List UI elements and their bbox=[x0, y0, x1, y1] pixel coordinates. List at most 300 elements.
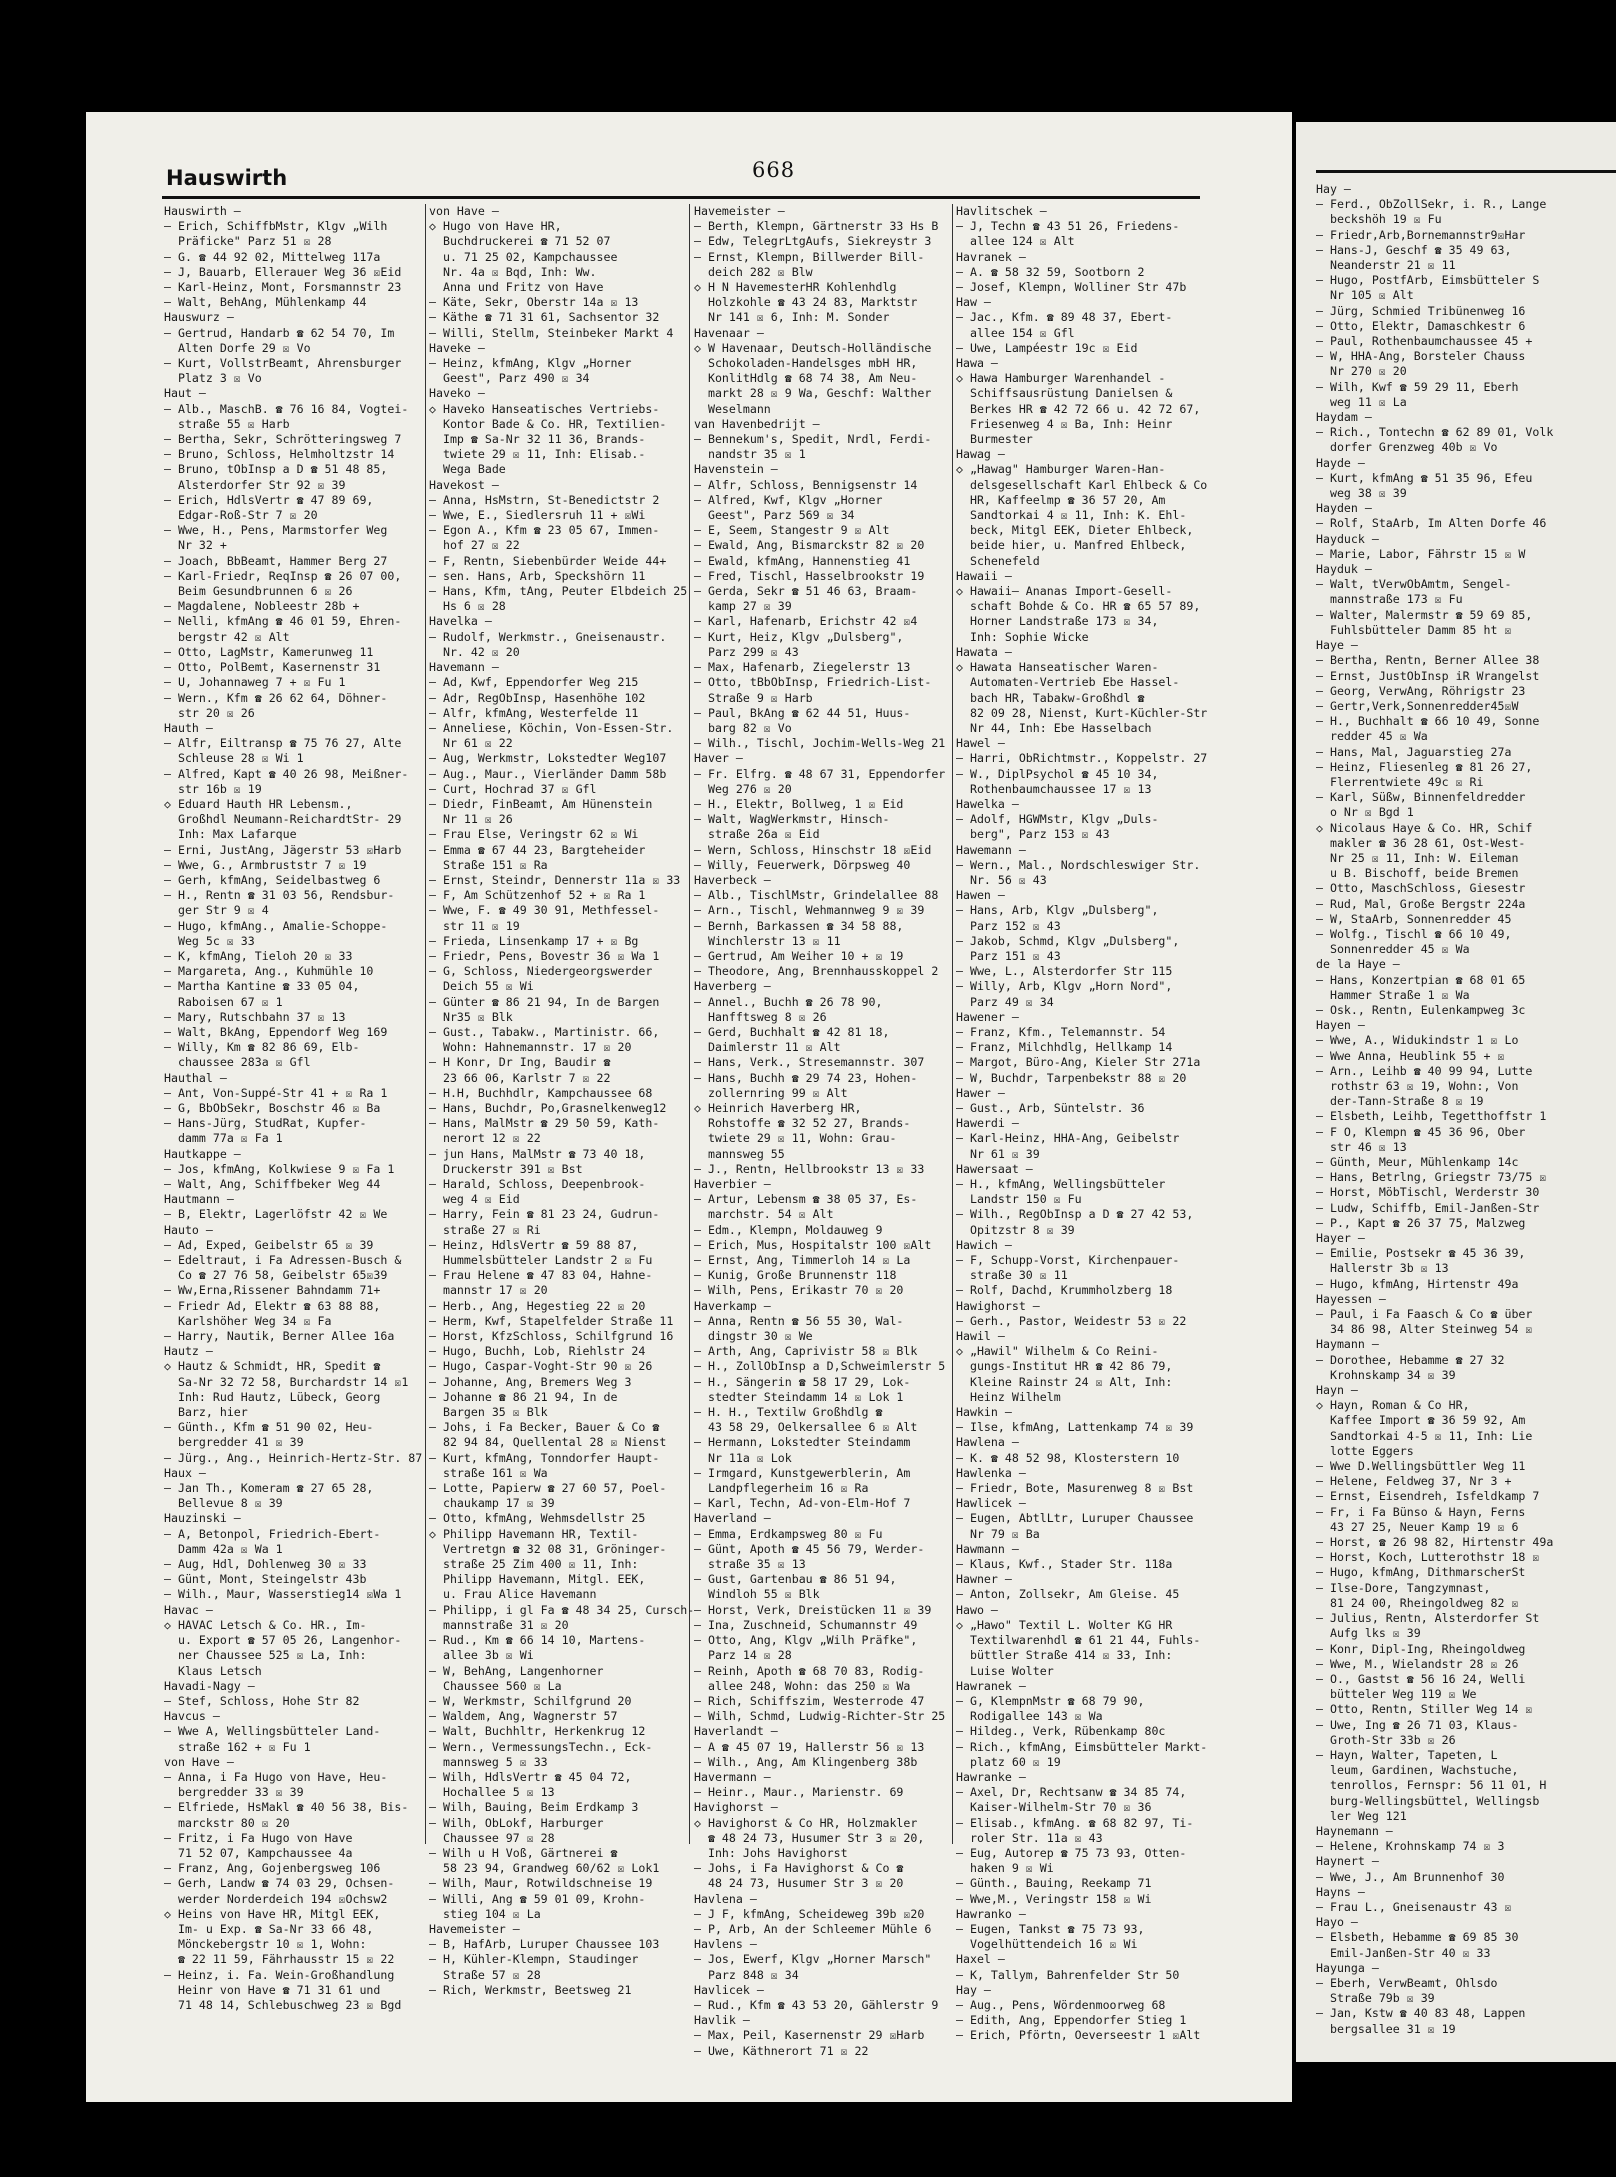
directory-entry-line: — Emma ☎ 67 44 23, Bargteheider bbox=[429, 842, 646, 857]
directory-entry-line: — Walt, Ang, Schiffbeker Weg 44 bbox=[164, 1177, 381, 1191]
directory-entry-line: stedter Steindamm 14 ☒ Lok 1 bbox=[694, 1389, 904, 1404]
directory-entry-line: Haver — bbox=[694, 751, 743, 766]
directory-entry-line: Haverkamp — bbox=[694, 1298, 771, 1313]
directory-entry-line: Hammer Straße 1 ☒ Wa bbox=[1316, 987, 1470, 1002]
directory-entry-line: — Alfred, Kwf, Klgv „Horner bbox=[694, 492, 883, 507]
directory-entry-line: — Anna, HsMstrn, St-Benedictstr 2 bbox=[429, 492, 660, 507]
directory-entry-line: Berkes HR ☎ 42 72 66 u. 42 72 67, bbox=[956, 401, 1201, 416]
directory-entry-line: — Bertha, Sekr, Schrötteringsweg 7 bbox=[164, 432, 402, 447]
directory-entry-line: — Hans, Betrlng, Griegstr 73/75 ☒ bbox=[1316, 1170, 1547, 1185]
directory-entry-line: ◇ Hautz & Schmidt, HR, Spedit ☎ bbox=[164, 1359, 381, 1374]
directory-entry-line: nerort 12 ☒ 22 bbox=[429, 1131, 541, 1146]
directory-entry-line: de la Haye — bbox=[1316, 957, 1400, 972]
directory-entry-line: Hawmann — bbox=[956, 1541, 1019, 1556]
directory-entry-line: makler ☎ 36 28 61, Ost-West- bbox=[1316, 835, 1526, 850]
directory-entry-line: — Paul, Rothenbaumchaussee 45 + bbox=[1316, 334, 1533, 349]
directory-entry-line: Landstr 150 ☒ Fu bbox=[956, 1192, 1082, 1207]
directory-entry-line: — Otto, Elektr, Damaschkestr 6 bbox=[1316, 318, 1526, 333]
directory-entry-line: Holzkohle ☎ 43 24 83, Marktstr bbox=[694, 295, 918, 310]
directory-entry-line: — Gertrud, Am Weiher 10 + ☒ 19 bbox=[694, 948, 904, 963]
directory-entry-line: — Irmgard, Kunstgewerblerin, Am bbox=[694, 1465, 911, 1480]
directory-entry-line: — Gerd, Buchhalt ☎ 42 81 18, bbox=[694, 1024, 890, 1039]
directory-entry-line: — Edm., Klempn, Moldauweg 9 bbox=[694, 1222, 883, 1237]
directory-entry-line: allee 3b ☒ Wi bbox=[429, 1648, 534, 1663]
directory-entry-line: chaussee 283a ☒ Gfl bbox=[164, 1055, 311, 1070]
directory-entry-line: — H Konr, Dr Ing, Baudir ☎ bbox=[429, 1055, 611, 1070]
directory-entry-line: — Anneliese, Köchin, Von-Essen-Str. bbox=[429, 720, 674, 735]
directory-entry-line: Buchdruckerei ☎ 71 52 07 bbox=[429, 234, 611, 249]
directory-entry-line: — F, Schupp-Vorst, Kirchenpauer- bbox=[956, 1253, 1180, 1268]
directory-entry-line: Hayn — bbox=[1316, 1383, 1358, 1398]
directory-entry-line: — Artur, Lebensm ☎ 38 05 37, Es- bbox=[694, 1192, 918, 1207]
directory-entry-line: — Otto, Rentn, Stiller Weg 14 ☒ bbox=[1316, 1702, 1533, 1717]
directory-entry-line: Havelka — bbox=[429, 614, 492, 629]
directory-entry-line: Emil-Janßen-Str 40 ☒ 33 bbox=[1316, 1945, 1491, 1960]
directory-entry-line: — Elsbeth, Hebamme ☎ 69 85 30 bbox=[1316, 1930, 1519, 1945]
directory-entry-line: Krohnskamp 34 ☒ 39 bbox=[1316, 1367, 1456, 1382]
directory-entry-line: — Paul, BkAng ☎ 62 44 51, Huus- bbox=[694, 705, 911, 720]
directory-entry-line: Textilwarenhdl ☎ 61 21 44, Fuhls- bbox=[956, 1633, 1201, 1648]
directory-entry-line: — Hans, Kfm, tAng, Peuter Elbdeich 25 bbox=[429, 584, 688, 599]
directory-entry-line: bergstr 42 ☒ Alt bbox=[164, 629, 290, 644]
directory-entry-line: — Hans, Arb, Klgv „Dulsberg", bbox=[956, 903, 1159, 918]
directory-entry-line: Rohstoffe ☎ 32 52 27, Brands- bbox=[694, 1116, 911, 1131]
directory-entry-line: — Theodore, Ang, Brennhausskoppel 2 bbox=[694, 964, 939, 979]
directory-entry-line: — Otto, Ang, Klgv „Wilh Präfke", bbox=[694, 1633, 918, 1648]
directory-entry-line: — Gust., Arb, Süntelstr. 36 bbox=[956, 1100, 1145, 1115]
directory-entry-line: ◇ Eduard Hauth HR Lebensm., bbox=[164, 796, 353, 811]
directory-entry-line: — A ☎ 45 07 19, Hallerstr 56 ☒ 13 bbox=[694, 1739, 925, 1754]
directory-entry-line: Haveko — bbox=[429, 386, 485, 401]
directory-entry-line: Hawener — bbox=[956, 1009, 1019, 1024]
directory-entry-line: — Aug, Werkmstr, Lokstedter Weg107 bbox=[429, 751, 667, 766]
directory-entry-line: — O., Gastst ☎ 56 16 24, Welli bbox=[1316, 1671, 1526, 1686]
directory-entry-line: u. Export ☎ 57 05 26, Langenhor- bbox=[164, 1633, 402, 1648]
directory-entry-line: werder Norderdeich 194 ☒Ochsw2 bbox=[164, 1891, 388, 1906]
directory-entry-line: Nr 11 ☒ 26 bbox=[429, 812, 513, 827]
adjacent-page bbox=[1296, 122, 1616, 2062]
directory-entry-line: — Franz, Ang, Gojenbergsweg 106 bbox=[164, 1861, 381, 1876]
directory-entry-line: Hawranek — bbox=[956, 1678, 1026, 1693]
directory-entry-line: beck, Mitgl EEK, Dieter Ehlbeck, bbox=[956, 523, 1194, 538]
directory-entry-line: — Horst, Koch, Lutterothstr 18 ☒ bbox=[1316, 1550, 1540, 1565]
directory-entry-line: — H., ZollObInsp a D,Schweimlerstr 5 bbox=[694, 1359, 946, 1374]
directory-entry-line: — Max, Hafenarb, Ziegelerstr 13 bbox=[694, 660, 911, 675]
directory-entry-line: — J, Bauarb, Ellerauer Weg 36 ☒Eid bbox=[164, 264, 402, 279]
directory-entry-line: Nr 32 + bbox=[164, 538, 227, 553]
directory-entry-line: — Julius, Rentn, Alsterdorfer St bbox=[1316, 1611, 1540, 1626]
directory-entry-line: ◇ Havighorst & Co HR, Holzmakler bbox=[694, 1815, 918, 1830]
directory-entry-line: — Emma, Erdkampsweg 80 ☒ Fu bbox=[694, 1526, 883, 1541]
directory-entry-line: nandstr 35 ☒ 1 bbox=[694, 447, 806, 462]
directory-entry-line: — Karl-Heinz, HHA-Ang, Geibelstr bbox=[956, 1131, 1180, 1146]
directory-entry-line: HR, Kaffeelmp ☎ 36 57 20, Am bbox=[956, 492, 1166, 507]
directory-entry-line: Hs 6 ☒ 28 bbox=[429, 599, 506, 614]
directory-entry-line: — Bruno, Schloss, Helmholtzstr 14 bbox=[164, 447, 395, 462]
directory-entry-line: Hochallee 5 ☒ 13 bbox=[429, 1785, 555, 1800]
directory-entry-line: — Rudolf, Werkmstr., Gneisenaustr. bbox=[429, 629, 667, 644]
directory-entry-line: — H, Kühler-Klempn, Staudinger bbox=[429, 1952, 639, 1967]
directory-entry-line: ◇ Hayn, Roman & Co HR, bbox=[1316, 1398, 1470, 1413]
directory-entry-line: — Eugen, Tankst ☎ 75 73 93, bbox=[956, 1921, 1145, 1936]
directory-entry-line: Hauto — bbox=[164, 1222, 213, 1237]
directory-entry-line: — Uwe, Lampéestr 19c ☒ Eid bbox=[956, 340, 1138, 355]
directory-entry-line: Sandtorkai 4-5 ☒ 11, Inh: Lie bbox=[1316, 1428, 1533, 1443]
directory-entry-line: — Friedr, Bote, Masurenweg 8 ☒ Bst bbox=[956, 1481, 1194, 1496]
directory-entry-line: — Wilh., Maur, Wasserstieg14 ☒Wa 1 bbox=[164, 1587, 402, 1602]
directory-entry-line: ◇ „Hawil" Wilhelm & Co Reini- bbox=[956, 1344, 1159, 1359]
directory-entry-line: Neanderstr 21 ☒ 11 bbox=[1316, 258, 1456, 273]
directory-entry-line: — Anna, Rentn ☎ 56 55 30, Wal- bbox=[694, 1313, 904, 1328]
directory-entry-line: Schleuse 28 ☒ Wi 1 bbox=[164, 751, 304, 766]
directory-entry-line: — A. ☎ 58 32 59, Sootborn 2 bbox=[956, 264, 1145, 279]
directory-entry-line: beide hier, u. Manfred Ehlbeck, bbox=[956, 538, 1187, 553]
directory-entry-line: — Otto, PolBemt, Kasernenstr 31 bbox=[164, 660, 381, 675]
directory-entry-line: Hayns — bbox=[1316, 1884, 1365, 1899]
directory-entry-line: Hayo — bbox=[1316, 1915, 1358, 1930]
directory-entry-line: Damm 42a ☒ Wa 1 bbox=[164, 1541, 283, 1556]
directory-entry-line: — Karl-Heinz, Mont, Forsmannstr 23 bbox=[164, 280, 402, 295]
directory-entry-line: — Egon A., Kfm ☎ 23 05 67, Immen- bbox=[429, 523, 660, 538]
column-4 bbox=[956, 204, 1208, 2043]
directory-entry-line: Parz 848 ☒ 34 bbox=[694, 1967, 799, 1982]
directory-entry-line: — Horst, KfzSchloss, Schilfgrund 16 bbox=[429, 1329, 674, 1344]
directory-entry-line: — Walt, WagWerkmstr, Hinsch- bbox=[694, 812, 890, 827]
directory-entry-line: Hautz — bbox=[164, 1344, 213, 1359]
directory-entry-line: ◇ Nicolaus Haye & Co. HR, Schif bbox=[1316, 820, 1533, 835]
directory-entry-line: — Arth, Ang, Caprivistr 58 ☒ Blk bbox=[694, 1344, 918, 1359]
directory-entry-line: Hawersaat — bbox=[956, 1161, 1033, 1176]
directory-entry-line: Haveke — bbox=[429, 340, 485, 355]
directory-entry-line: — Johs, i Fa Becker, Bauer & Co ☎ bbox=[429, 1420, 660, 1435]
directory-entry-line: — Hugo, Caspar-Voght-Str 90 ☒ 26 bbox=[429, 1359, 653, 1374]
directory-entry-line: Flerrentwiete 49c ☒ Ri bbox=[1316, 774, 1484, 789]
directory-entry-line: — A, Betonpol, Friedrich-Ebert- bbox=[164, 1526, 381, 1541]
directory-entry-line: Kontor Bade & Co. HR, Textilien- bbox=[429, 416, 667, 431]
directory-entry-line: — Lotte, Papierw ☎ 27 60 57, Poel- bbox=[429, 1481, 667, 1496]
directory-entry-line: Hanfftsweg 8 ☒ 26 bbox=[694, 1009, 827, 1024]
directory-entry-line: Nr35 ☒ Blk bbox=[429, 1009, 513, 1024]
directory-entry-line: — Diedr, FinBeamt, Am Hünenstein bbox=[429, 796, 653, 811]
directory-entry-line: Deich 55 ☒ Wi bbox=[429, 979, 534, 994]
directory-entry-line: Klaus Letsch bbox=[164, 1663, 262, 1678]
directory-entry-line: Mönckebergstr 10 ☒ 1, Wohn: bbox=[164, 1937, 367, 1952]
directory-entry-line: Präficke" Parz 51 ☒ 28 bbox=[164, 234, 332, 249]
directory-entry-line: u. 71 25 02, Kampchaussee bbox=[429, 249, 618, 264]
directory-entry-line: — Gertr,Verk,Sonnenredder45☒W bbox=[1316, 698, 1519, 713]
directory-entry-line: Nr. 4a ☒ Bqd, Inh: Ww. bbox=[429, 264, 597, 279]
directory-entry-line: Landpflegerheim 16 ☒ Ra bbox=[694, 1481, 869, 1496]
directory-entry-line: Nr 61 ☒ 39 bbox=[956, 1146, 1040, 1161]
directory-entry-line: — Aug., Pens, Wördenmoorweg 68 bbox=[956, 1997, 1166, 2012]
directory-entry-line: Bargen 35 ☒ Blk bbox=[429, 1405, 548, 1420]
directory-entry-line: — Wwe Anna, Heublink 55 + ☒ bbox=[1316, 1048, 1505, 1063]
directory-entry-line: — Alfred, Kapt ☎ 40 26 98, Meißner- bbox=[164, 766, 409, 781]
directory-entry-line: berg", Parz 153 ☒ 43 bbox=[956, 827, 1110, 842]
directory-entry-line: — Hildeg., Verk, Rübenkamp 80c bbox=[956, 1724, 1166, 1739]
directory-entry-line: Hautkappe — bbox=[164, 1146, 241, 1161]
directory-entry-line: o Nr ☒ Bgd 1 bbox=[1316, 805, 1414, 820]
directory-entry-line: — Heinz, Fliesenleg ☎ 81 26 27, bbox=[1316, 759, 1533, 774]
directory-entry-line: — Ernst, Eisendreh, Isfeldkamp 7 bbox=[1316, 1489, 1540, 1504]
directory-entry-line: — B, Elektr, Lagerlöfstr 42 ☒ We bbox=[164, 1207, 388, 1222]
directory-entry-line: — Hans-Jürg, StudRat, Kupfer- bbox=[164, 1116, 367, 1131]
directory-entry-line: — U, Johannaweg 7 + ☒ Fu 1 bbox=[164, 675, 346, 690]
directory-entry-line: Haynert — bbox=[1316, 1854, 1379, 1869]
directory-entry-line: — Magdalene, Nobleestr 28b + bbox=[164, 599, 360, 614]
directory-entry-line: Nr 141 ☒ 6, Inh: M. Sonder bbox=[694, 310, 890, 325]
directory-entry-line: Karlshöher Weg 34 ☒ Fa bbox=[164, 1313, 332, 1328]
directory-entry-line: — Hugo, kfmAng., Amalie-Schoppe- bbox=[164, 918, 388, 933]
directory-entry-line: 81 24 00, Rheingoldweg 82 ☒ bbox=[1316, 1595, 1519, 1610]
directory-entry-line: — Gerh, Landw ☎ 74 03 29, Ochsen- bbox=[164, 1876, 395, 1891]
directory-entry-line: — F, Am Schützenhof 52 + ☒ Ra 1 bbox=[429, 888, 646, 903]
directory-entry-line: — Rich, Werkmstr, Beetsweg 21 bbox=[429, 1982, 632, 1997]
directory-entry-line: Nr 61 ☒ 22 bbox=[429, 736, 513, 751]
directory-entry-line: — Ewald, kfmAng, Hannenstieg 41 bbox=[694, 553, 911, 568]
directory-entry-line: markt 28 ☒ 9 Wa, Geschf: Walther bbox=[694, 386, 932, 401]
directory-entry-line: Haverland — bbox=[694, 1511, 771, 1526]
directory-entry-line: — Hans, Buchdr, Po,Grasnelkenweg12 bbox=[429, 1100, 667, 1115]
directory-entry-line: — K. ☎ 48 52 98, Klosterstern 10 bbox=[956, 1450, 1180, 1465]
directory-entry-line: Hawelka — bbox=[956, 796, 1019, 811]
directory-entry-line: — jun Hans, MalMstr ☎ 73 40 18, bbox=[429, 1146, 646, 1161]
directory-entry-line: Edgar-Roß-Str 7 ☒ 20 bbox=[164, 508, 318, 523]
directory-entry-line: Hawner — bbox=[956, 1572, 1012, 1587]
directory-entry-line: — Gerh, kfmAng, Seidelbastweg 6 bbox=[164, 872, 381, 887]
directory-entry-line: — Elsbeth, Leihb, Tegetthoffstr 1 bbox=[1316, 1109, 1547, 1124]
directory-entry-line: — Alfr, Schloss, Bennigsenstr 14 bbox=[694, 477, 918, 492]
directory-entry-line: — Karl-Friedr, ReqInsp ☎ 26 07 00, bbox=[164, 568, 402, 583]
directory-entry-line: — H., Sängerin ☎ 58 17 29, Lok- bbox=[694, 1374, 911, 1389]
directory-entry-line: — Horst, Verk, Dreistücken 11 ☒ 39 bbox=[694, 1602, 932, 1617]
directory-entry-line: Hayessen — bbox=[1316, 1291, 1386, 1306]
directory-entry-line: ◇ Heins von Have HR, Mitgl EEK, bbox=[164, 1906, 381, 1921]
directory-entry-line: — E, Seem, Stangestr 9 ☒ Alt bbox=[694, 523, 890, 538]
directory-entry-line: beckshöh 19 ☒ Fu bbox=[1316, 212, 1442, 227]
directory-entry-line: — Otto, tBbObInsp, Friedrich-List- bbox=[694, 675, 932, 690]
directory-entry-line: lotte Eggers bbox=[1316, 1443, 1414, 1458]
directory-entry-line: — Georg, VerwAng, Röhrigstr 23 bbox=[1316, 683, 1526, 698]
directory-entry-line: — Arn., Leihb ☎ 40 99 94, Lutte bbox=[1316, 1063, 1533, 1078]
directory-entry-line: — Herm, Kwf, Stapelfelder Straße 11 bbox=[429, 1313, 674, 1328]
directory-entry-line: 82 94 84, Quellental 28 ☒ Nienst bbox=[429, 1435, 667, 1450]
directory-entry-line: — Aug., Maur., Vierländer Damm 58b bbox=[429, 766, 667, 781]
directory-entry-line: — Ina, Zuschneid, Schumannstr 49 bbox=[694, 1617, 918, 1632]
directory-entry-line: — Gust., Tabakw., Martinistr. 66, bbox=[429, 1024, 660, 1039]
directory-entry-line: — Waldem, Ang, Wagnerstr 57 bbox=[429, 1709, 618, 1724]
directory-entry-line: ler Weg 121 bbox=[1316, 1808, 1407, 1823]
directory-entry-line: Haverbier — bbox=[694, 1177, 771, 1191]
directory-entry-line: — Otto, LagMstr, Kamerunweg 11 bbox=[164, 644, 374, 659]
directory-entry-line: kamp 27 ☒ 39 bbox=[694, 599, 792, 614]
directory-entry-line: — Willi, Ang ☎ 59 01 09, Krohn- bbox=[429, 1891, 646, 1906]
directory-entry-line: — Wwe D.Wellingsbüttler Weg 11 bbox=[1316, 1459, 1526, 1474]
directory-entry-line: Kleine Rainstr 24 ☒ Alt, Inh: bbox=[956, 1374, 1173, 1389]
directory-entry-line: — Jan Th., Komeram ☎ 27 65 28, bbox=[164, 1481, 374, 1496]
directory-entry-line: Havemann — bbox=[429, 660, 499, 675]
directory-entry-line: — Ernst, Steindr, Dennerstr 11a ☒ 33 bbox=[429, 872, 681, 887]
directory-entry-line: — Walt, BkAng, Eppendorf Weg 169 bbox=[164, 1024, 388, 1039]
directory-entry-line: — Max, Peil, Kasernenstr 29 ☒Harb bbox=[694, 2028, 925, 2043]
directory-entry-line: — Marie, Labor, Fährstr 15 ☒ W bbox=[1316, 546, 1526, 561]
directory-entry-line: Haverlandt — bbox=[694, 1724, 778, 1739]
directory-entry-line: weg 11 ☒ La bbox=[1316, 394, 1407, 409]
directory-entry-line: — Gertrud, Handarb ☎ 62 54 70, Im bbox=[164, 325, 395, 340]
directory-entry-line: — Fr, i Fa Bünso & Hayn, Ferns bbox=[1316, 1504, 1526, 1519]
directory-entry-line: Havlicek — bbox=[694, 1982, 764, 1997]
directory-entry-line: Havekost — bbox=[429, 477, 499, 492]
directory-entry-line: Hallerstr 3b ☒ 13 bbox=[1316, 1261, 1449, 1276]
directory-entry-line: — Hayn, Walter, Tapeten, L bbox=[1316, 1747, 1498, 1762]
directory-entry-line: Havemeister — bbox=[429, 1921, 520, 1936]
directory-entry-line: — G. ☎ 44 92 02, Mittelweg 117a bbox=[164, 249, 381, 264]
directory-entry-line: — Wilh, Pens, Erikastr 70 ☒ 20 bbox=[694, 1283, 904, 1298]
directory-entry-line: — Elfriede, HsMakl ☎ 40 56 38, Bis- bbox=[164, 1800, 409, 1815]
directory-entry-line: — Frau L., Gneisenaustr 43 ☒ bbox=[1316, 1899, 1512, 1914]
directory-entry-line: Weselmann bbox=[694, 401, 771, 416]
directory-entry-line: — Johanne, Ang, Bremers Weg 3 bbox=[429, 1374, 632, 1389]
directory-entry-line: twiete 29 ☒ 11, Inh: Elisab.- bbox=[429, 447, 646, 462]
directory-entry-line: str 11 ☒ 19 bbox=[429, 918, 520, 933]
directory-entry-line: Groth-Str 33b ☒ 26 bbox=[1316, 1732, 1456, 1747]
directory-entry-line: Barz, hier bbox=[164, 1405, 248, 1420]
directory-entry-line: Chaussee 560 ☒ La bbox=[429, 1678, 562, 1693]
directory-entry-line: van Havenbedrijt — bbox=[694, 416, 820, 431]
directory-entry-line: — Alfr, Eiltransp ☎ 75 76 27, Alte bbox=[164, 736, 402, 751]
directory-entry-line: — Heinz, kfmAng, Klgv „Horner bbox=[429, 356, 632, 371]
directory-entry-line: Vertretgn ☎ 32 08 31, Gröninger- bbox=[429, 1541, 667, 1556]
directory-entry-line: — G, BbObSekr, Boschstr 46 ☒ Ba bbox=[164, 1100, 381, 1115]
directory-entry-line: — Ernst, Ang, Timmerloh 14 ☒ La bbox=[694, 1253, 911, 1268]
directory-entry-line: Wohn: Hahnemannstr. 17 ☒ 20 bbox=[429, 1040, 632, 1055]
directory-entry-line: — Wilh, ObLokf, Harburger bbox=[429, 1815, 604, 1830]
page-header bbox=[162, 156, 1200, 199]
directory-entry-line: Hauth — bbox=[164, 720, 213, 735]
directory-entry-line: str 20 ☒ 26 bbox=[164, 705, 255, 720]
directory-entry-line: — Ernst, JustObInsp iR Wrangelst bbox=[1316, 668, 1540, 683]
directory-entry-line: — Wwe,M., Veringstr 158 ☒ Wi bbox=[956, 1891, 1152, 1906]
directory-entry-line: — G, KlempnMstr ☎ 68 79 90, bbox=[956, 1693, 1145, 1708]
directory-entry-line: — Jos, kfmAng, Kolkwiese 9 ☒ Fa 1 bbox=[164, 1161, 395, 1176]
directory-entry-line: 23 66 06, Karlstr 7 ☒ 22 bbox=[429, 1070, 611, 1085]
directory-entry-line: — Wilh., Ang, Am Klingenberg 38b bbox=[694, 1754, 918, 1769]
directory-entry-line: Schokoladen-Handelsges mbH HR, bbox=[694, 356, 918, 371]
directory-entry-line: Havermann — bbox=[694, 1769, 771, 1784]
directory-entry-line: ◇ Hawaii— Ananas Import-Gesell- bbox=[956, 584, 1173, 599]
directory-entry-line: Hawen — bbox=[956, 888, 1005, 903]
directory-entry-line: Opitzstr 8 ☒ 39 bbox=[956, 1222, 1075, 1237]
directory-entry-line: — Otto, kfmAng, Wehmsdellstr 25 bbox=[429, 1511, 646, 1526]
directory-entry-line: — Kunig, Große Brunnenstr 118 bbox=[694, 1268, 897, 1283]
directory-entry-line: Daimlerstr 11 ☒ Alt bbox=[694, 1040, 841, 1055]
page-number: 668 bbox=[752, 158, 796, 182]
directory-entry-line: — Frau Helene ☎ 47 83 04, Hahne- bbox=[429, 1268, 653, 1283]
directory-entry-line: — Konr, Dipl-Ing, Rheingoldweg bbox=[1316, 1641, 1526, 1656]
directory-entry-line: 43 58 29, Oelkersallee 6 ☒ Alt bbox=[694, 1420, 918, 1435]
directory-entry-line: Inh: Max Lafarque bbox=[164, 827, 297, 842]
directory-entry-line: Havighorst — bbox=[694, 1800, 778, 1815]
directory-entry-line: — Rolf, Dachd, Krummholzberg 18 bbox=[956, 1283, 1173, 1298]
directory-entry-line: — Heinz, HdlsVertr ☎ 59 88 87, bbox=[429, 1237, 639, 1252]
directory-entry-line: — Annel., Buchh ☎ 26 78 90, bbox=[694, 994, 883, 1009]
directory-entry-line: Hawo — bbox=[956, 1602, 998, 1617]
directory-entry-line: — Ad, Exped, Geibelstr 65 ☒ 39 bbox=[164, 1237, 374, 1252]
directory-entry-line: ◇ Philipp Havemann HR, Textil- bbox=[429, 1526, 639, 1541]
directory-entry-line: Haverberg — bbox=[694, 979, 771, 994]
directory-entry-line: Aufg lks ☒ 39 bbox=[1316, 1626, 1421, 1641]
directory-entry-line: — Reinh, Apoth ☎ 68 70 83, Rodig- bbox=[694, 1663, 925, 1678]
adjacent-page-header-rule bbox=[1316, 170, 1616, 173]
directory-entry-line: Hayduk — bbox=[1316, 562, 1372, 577]
directory-entry-line: Nr 105 ☒ Alt bbox=[1316, 288, 1414, 303]
directory-entry-line: — Hugo, kfmAng, Hirtenstr 49a bbox=[1316, 1276, 1519, 1291]
directory-entry-line: — Bernh, Barkassen ☎ 34 58 88, bbox=[694, 918, 904, 933]
directory-entry-line: marchstr. 54 ☒ Alt bbox=[694, 1207, 834, 1222]
directory-entry-line: allee 248, Wohn: das 250 ☒ Wa bbox=[694, 1678, 911, 1693]
directory-entry-line: — Joach, BbBeamt, Hammer Berg 27 bbox=[164, 553, 388, 568]
directory-entry-line: Parz 151 ☒ 43 bbox=[956, 948, 1061, 963]
directory-entry-line: — Wwe, J., Am Brunnenhof 30 bbox=[1316, 1869, 1505, 1884]
directory-entry-line: Nr. 56 ☒ 43 bbox=[956, 872, 1047, 887]
directory-entry-line: Nr. 42 ☒ 20 bbox=[429, 644, 520, 659]
directory-entry-line: — Günth., Kfm ☎ 51 90 02, Heu- bbox=[164, 1420, 374, 1435]
directory-entry-line: — Bruno, tObInsp a D ☎ 51 48 85, bbox=[164, 462, 388, 477]
directory-entry-line: — G, Schloss, Niedergeorgswerder bbox=[429, 964, 653, 979]
directory-entry-line: — J., Rentn, Hellbrookstr 13 ☒ 33 bbox=[694, 1161, 925, 1176]
directory-entry-line: Rodigallee 143 ☒ Wa bbox=[956, 1709, 1103, 1724]
directory-entry-line: Hauzinski — bbox=[164, 1511, 241, 1526]
directory-entry-line: büttler Straße 414 ☒ 33, Inh: bbox=[956, 1648, 1173, 1663]
directory-entry-line: straße 27 ☒ Ri bbox=[429, 1222, 541, 1237]
directory-entry-line: — Gust, Gartenbau ☎ 86 51 94, bbox=[694, 1572, 897, 1587]
directory-entry-line: — Hans, MalMstr ☎ 29 50 59, Kath- bbox=[429, 1116, 660, 1131]
directory-entry-line: — Willy, Feuerwerk, Dörpsweg 40 bbox=[694, 857, 911, 872]
directory-entry-line: — Edw, TelegrLtgAufs, Siekreystr 3 bbox=[694, 234, 932, 249]
directory-entry-line: — Eberh, VerwBeamt, Ohlsdo bbox=[1316, 1975, 1498, 1990]
directory-entry-line: — Alfr, kfmAng, Westerfelde 11 bbox=[429, 705, 639, 720]
directory-entry-line: Vogelhüttendeich 16 ☒ Wi bbox=[956, 1937, 1138, 1952]
column-3 bbox=[694, 204, 946, 2058]
directory-entry-line: — Ilse, kfmAng, Lattenkamp 74 ☒ 39 bbox=[956, 1420, 1194, 1435]
directory-entry-line: — Hans, Konzertpian ☎ 68 01 65 bbox=[1316, 972, 1526, 987]
directory-entry-line: von Have — bbox=[429, 204, 499, 218]
directory-entry-line: mannstraße 173 ☒ Fu bbox=[1316, 592, 1463, 607]
directory-entry-line: Im- u Exp. ☎ Sa-Nr 33 66 48, bbox=[164, 1921, 374, 1936]
directory-entry-line: Wega Bade bbox=[429, 462, 506, 477]
directory-entry-line: Hawaii — bbox=[956, 568, 1012, 583]
directory-entry-line: Hay — bbox=[1316, 182, 1351, 196]
directory-entry-line: — Wilh, Schmd, Ludwig-Richter-Str 25 bbox=[694, 1709, 946, 1724]
directory-entry-line: Parz 49 ☒ 34 bbox=[956, 994, 1054, 1009]
directory-entry-line: — Hugo, PostfArb, Eimsbütteler S bbox=[1316, 273, 1540, 288]
directory-entry-line: — Hans, Verk., Stresemannstr. 307 bbox=[694, 1055, 925, 1070]
directory-entry-line: — Dorothee, Hebamme ☎ 27 32 bbox=[1316, 1352, 1505, 1367]
directory-entry-line: — Wwe, M., Wielandstr 28 ☒ 26 bbox=[1316, 1656, 1519, 1671]
directory-entry-line: Straße 9 ☒ Harb bbox=[694, 690, 813, 705]
adjacent-column bbox=[1316, 182, 1616, 2062]
directory-entry-line: — F, Rentn, Siebenbürder Weide 44+ bbox=[429, 553, 667, 568]
directory-entry-line: — Ant, Von-Suppé-Str 41 + ☒ Ra 1 bbox=[164, 1085, 388, 1100]
directory-entry-line: Haux — bbox=[164, 1465, 206, 1480]
directory-entry-line: Hawer — bbox=[956, 1085, 1005, 1100]
directory-entry-line: straße 55 ☒ Harb bbox=[164, 416, 290, 431]
directory-entry-line: Parz 14 ☒ 28 bbox=[694, 1648, 792, 1663]
directory-entry-line: gungs-Institut HR ☎ 42 86 79, bbox=[956, 1359, 1173, 1374]
directory-entry-line: Hummelsbütteler Landstr 2 ☒ Fu bbox=[429, 1253, 653, 1268]
directory-entry-line: weg 38 ☒ 39 bbox=[1316, 486, 1407, 501]
directory-entry-line: Hawerdi — bbox=[956, 1116, 1019, 1131]
